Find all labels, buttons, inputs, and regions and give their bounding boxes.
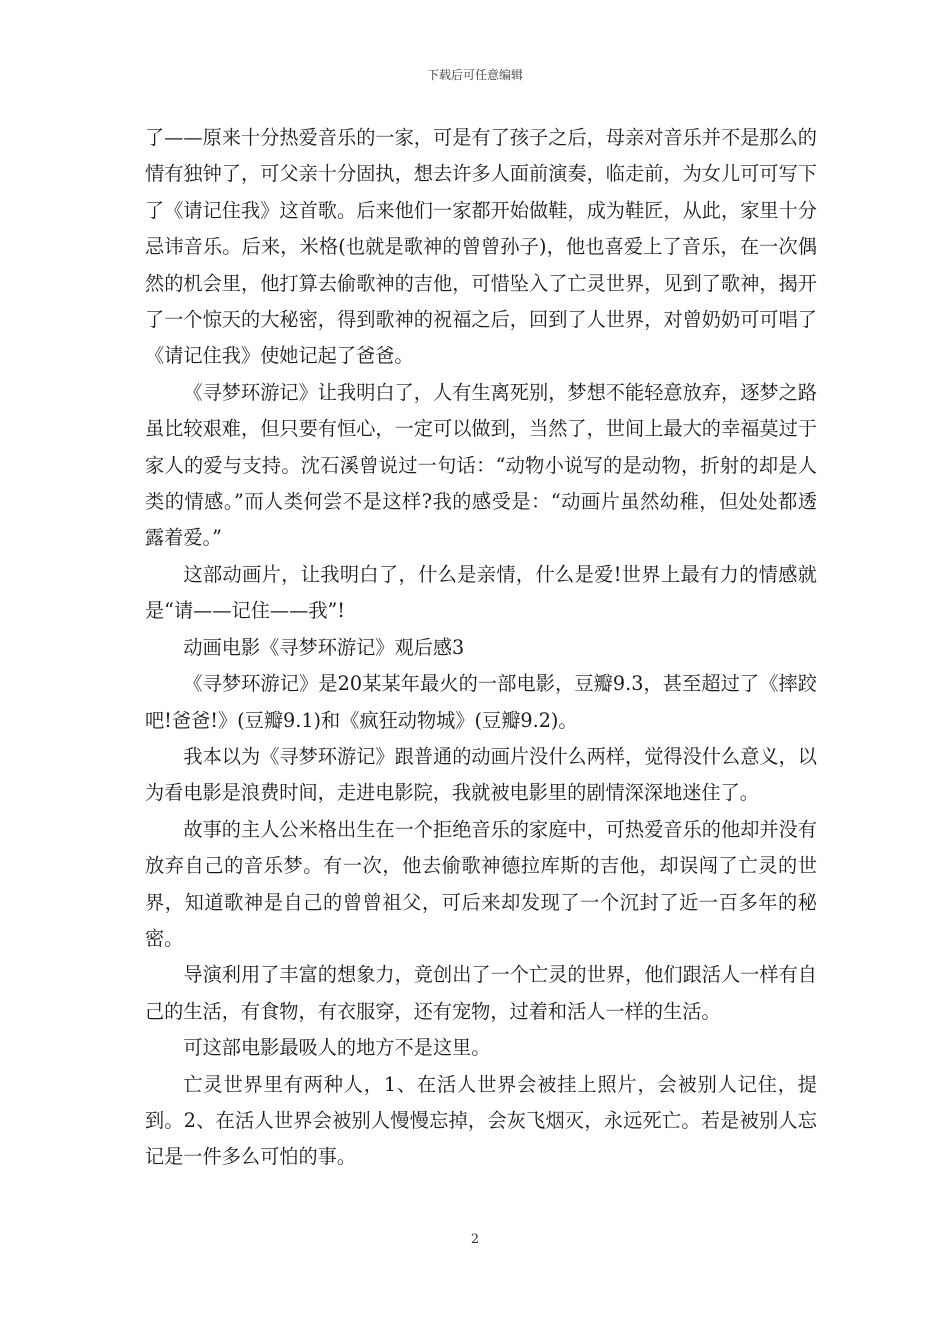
paragraph: 故事的主人公米格出生在一个拒绝音乐的家庭中，可热爱音乐的他却并没有放弃自己的音乐梦。有一次，他去偷歌神德拉库斯的吉他，却误闯了亡灵的世界，知道歌神是自己的曾曾祖父，可后来却发现了一个沉封了近一百多年的秘密。 (145, 817, 817, 950)
document-body (145, 120, 817, 1176)
paragraph: 《寻梦环游记》是20某某年最火的一部电影，豆瓣9.3，甚至超过了《摔跤吧!爸爸!》(豆瓣9.1)和《疯狂动物城》(豆瓣9.2)。 (145, 672, 817, 732)
section-heading: 动画电影《寻梦环游记》观后感3 (183, 635, 465, 659)
paragraph: 这部动画片，让我明白了，什么是亲情，什么是爱!世界上最有力的情感就是“请——记住——我”! (145, 562, 817, 623)
paragraph: 《寻梦环游记》让我明白了，人有生离死别，梦想不能轻意放弃，逐梦之路虽比较艰难，但只要有恒心，一定可以做到，当然了，世间上最大的幸福莫过于家人的爱与支持。沈石溪曾说过一句话：“动物小说写的是动物，折射的却是人类的情感。”而人类何尝不是这样?我的感受是：“动画片虽然幼稚，但处处都透露着爱。” (145, 380, 817, 550)
paragraph: 导演利用了丰富的想象力，竟创出了一个亡灵的世界，他们跟活人一样有自己的生活，有食物，有衣服穿，还有宠物，过着和活人一样的生活。 (145, 963, 817, 1023)
page-header: 下载后可任意编辑 (426, 68, 523, 82)
paragraph: 了——原来十分热爱音乐的一家，可是有了孩子之后，母亲对音乐并不是那么的情有独钟了，可父亲十分固执，想去许多人面前演奏，临走前，为女儿可可写下了《请记住我》这首歌。后来他们一家都开始做鞋，成为鞋匠，从此，家里十分忌讳音乐。后来，米格(也就是歌神的曾曾孙子)，他也喜爱上了音乐，在一次偶然的机会里，他打算去偷歌神的吉他，可惜坠入了亡灵世界，见到了歌神，揭开了一个惊天的大秘密，得到歌神的祝福之后，回到了人世界，对曾奶奶可可唱了《请记住我》使她记起了爸爸。 (145, 126, 817, 368)
page-number: 2 (470, 1232, 480, 1247)
paragraph: 我本以为《寻梦环游记》跟普通的动画片没什么两样，觉得没什么意义，以为看电影是浪费时间，走进电影院，我就被电影里的剧情深深地迷住了。 (145, 744, 817, 805)
paragraph: 可这部电影最吸人的地方不是这里。 (183, 1036, 491, 1060)
paragraph: 亡灵世界里有两种人，1、在活人世界会被挂上照片，会被别人记住，提到。2、在活人世界会被别人慢慢忘掉，会灰飞烟灭，永远死亡。若是被别人忘记是一件多么可怕的事。 (145, 1072, 817, 1169)
